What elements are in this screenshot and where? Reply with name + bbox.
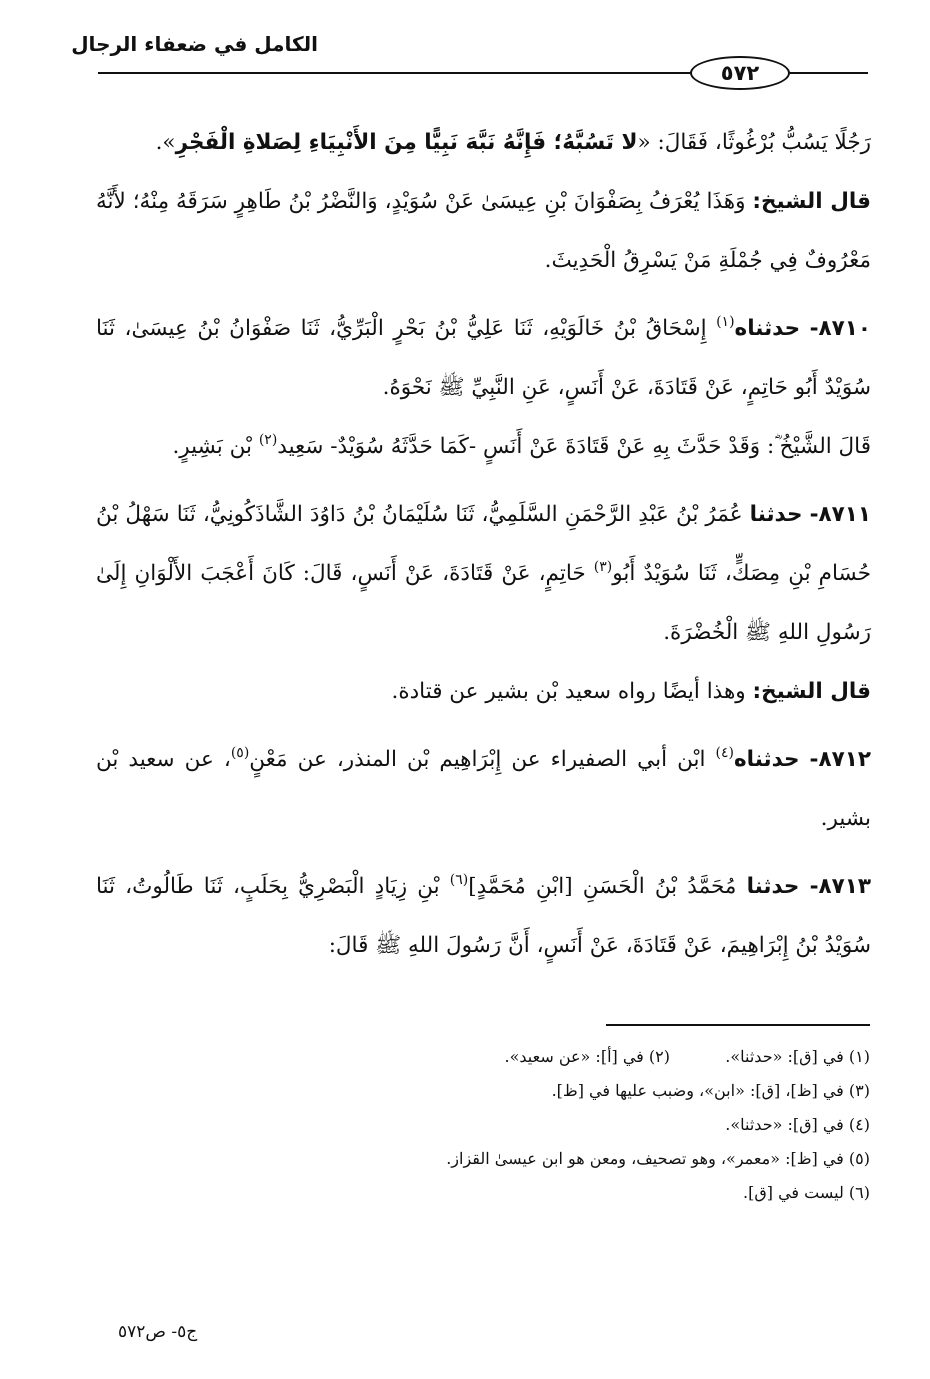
comment-text: وَهَذَا يُعْرَفُ بِصَفْوَانَ بْنِ عِيسَىٰ عَنْ سُوَيْدٍ، وَالنَّضْرُ بْنُ طَاهِرٍ سَرَقَهُ مِنْهُ؛ لأَنَّهُ مَعْرُوفٌ فِي جُمْلَةِ مَنْ يَسْرِقُ الْحَدِيثَ. [96, 189, 871, 273]
footnote-3: (٣) في [ظ]، [ق]: «ابن»، وضبب عليها في [ظ]. [551, 1081, 870, 1100]
comment-text-end: بْن بَشِيرٍ. [172, 434, 259, 459]
footnote-4: (٤) في [ق]: «حدثنا». [725, 1115, 870, 1134]
matn-text: حَاتِمٍ، عَنْ قَتَادَةَ، عَنْ أَنَسٍ، قَالَ: كَانَ أَعْجَبَ الأَلْوَانِ إِلَىٰ رَسُولِ اللهِ ﷺ الْخُضْرَةَ. [96, 561, 871, 645]
footnote-5: (٥) في [ظ]: «معمر»، وهو تصحيف، ومعن هو ابن عيسىٰ القزاز. [446, 1149, 870, 1168]
isnad-text-end: ، عن سعيد بْن بشير. [96, 747, 871, 831]
running-header-title: الكامل في ضعفاء الرجال [71, 32, 318, 56]
footnote-rule [606, 1024, 870, 1026]
footnote-6: (٦) ليست في [ق]. [743, 1183, 870, 1202]
footnotes [240, 1040, 870, 1210]
hadith-8711 [96, 485, 871, 662]
sheikh-label: قال الشيخ: [752, 189, 871, 214]
paragraph-sheikh-comment [96, 662, 871, 721]
hadith-8710 [96, 299, 871, 417]
hadith-8712 [96, 730, 871, 848]
main-text [96, 113, 871, 975]
footnote-line [240, 1040, 870, 1074]
footnote-ref: (٦) [449, 872, 469, 888]
paragraph-sheikh-comment [96, 417, 871, 476]
hadith-intro: رَجُلًا يَسُبُّ بُرْغُوثًا، فَقَالَ: « [637, 130, 871, 155]
paragraph-continuation [96, 113, 871, 172]
hadith-8713 [96, 857, 871, 975]
narration-label: حدثناه [734, 316, 801, 341]
sheikh-label: قال الشيخ: [752, 679, 871, 704]
hadith-number: ٨٧١٣- [809, 874, 872, 899]
comment-text: وهذا أيضًا رواه سعيد بْن بشير عن قتادة. [391, 679, 753, 704]
narration-label: حدثنا [746, 874, 800, 899]
isnad-text: مُحَمَّدُ بْنُ الْحَسَنِ [ابْنِ مُحَمَّدٍ] [468, 874, 747, 899]
footnote-ref: (٥) [230, 745, 250, 761]
isnad-text: ابْن أبي الصفيراء عن إِبْرَاهِيم بْن المنذر، عن مَعْنٍ [249, 747, 716, 772]
footnote-ref: (٣) [593, 559, 613, 575]
isnad-text-end: بْنِ زِيَادٍ الْبَصْرِيُّ بِحَلَبٍ، ثَنَا طَالُوتُ، ثَنَا سُوَيْدُ بْنُ إِبْرَاهِيمَ، عَنْ قَتَادَةَ، عَنْ أَنَسٍ، أَنَّ رَسُولَ اللهِ ﷺ قَالَ: [96, 874, 871, 958]
paragraph-sheikh-comment [96, 172, 871, 290]
footnote-1: (١) في [ق]: «حدثنا». [725, 1047, 870, 1066]
footnote-ref: (٤) [715, 745, 734, 761]
quote-close: ». [155, 130, 176, 155]
hadith-number: ٨٧١١- [809, 502, 871, 527]
isnad-text: إِسْحَاقُ بْنُ خَالَوَيْهِ، ثَنَا عَلِيُّ بْنُ بَحْرٍ الْبَرِّيُّ، ثَنَا صَفْوَانُ بْنُ عِيسَىٰ، ثَنَا سُوَيْدٌ أَبُو حَاتِمٍ، عَنْ قَتَادَةَ، عَنْ أَنَسٍ، عَنِ النَّبِيِّ ﷺ نَحْوَهُ. [96, 316, 871, 400]
isnad-text: عُمَرُ بْنُ عَبْدِ الرَّحْمَنِ السَّلَمِيُّ، ثَنَا سُلَيْمَانُ بْنُ دَاوُدَ الشَّاذَكُونِيُّ، ثَنَا سَهْلُ بْنُ حُسَامِ بْنِ مِصَكٍّ، ثَنَا سُوَيْدٌ أَبُو [96, 502, 871, 586]
comment-text: قَالَ الشَّيْخُ ؓ: وَقَدْ حَدَّثَ بِهِ عَنْ قَتَادَةَ عَنْ أَنَسٍ -كَمَا حَدَّثَهُ سُوَيْدٌ- سَعِيد [277, 434, 871, 459]
footnote-2: (٢) في [أ]: «عن سعيد». [504, 1047, 670, 1066]
footnote-ref: (٢) [258, 432, 278, 448]
footnote-ref: (١) [716, 314, 735, 330]
volume-page-footer: ج٥- ص٥٧٢ [118, 1322, 198, 1342]
page-number-badge: ٥٧٢ [690, 56, 790, 90]
hadith-quote: لا تَسُبَّهُ؛ فَإِنَّهُ نَبَّهَ نَبِيًّا مِنَ الأَنْبِيَاءِ لِصَلاةِ الْفَجْرِ [175, 130, 638, 155]
narration-label: حدثنا [749, 502, 803, 527]
hadith-number: ٨٧١٠- [809, 316, 871, 341]
hadith-number: ٨٧١٢- [809, 747, 871, 772]
narration-label: حدثناه [733, 747, 800, 772]
